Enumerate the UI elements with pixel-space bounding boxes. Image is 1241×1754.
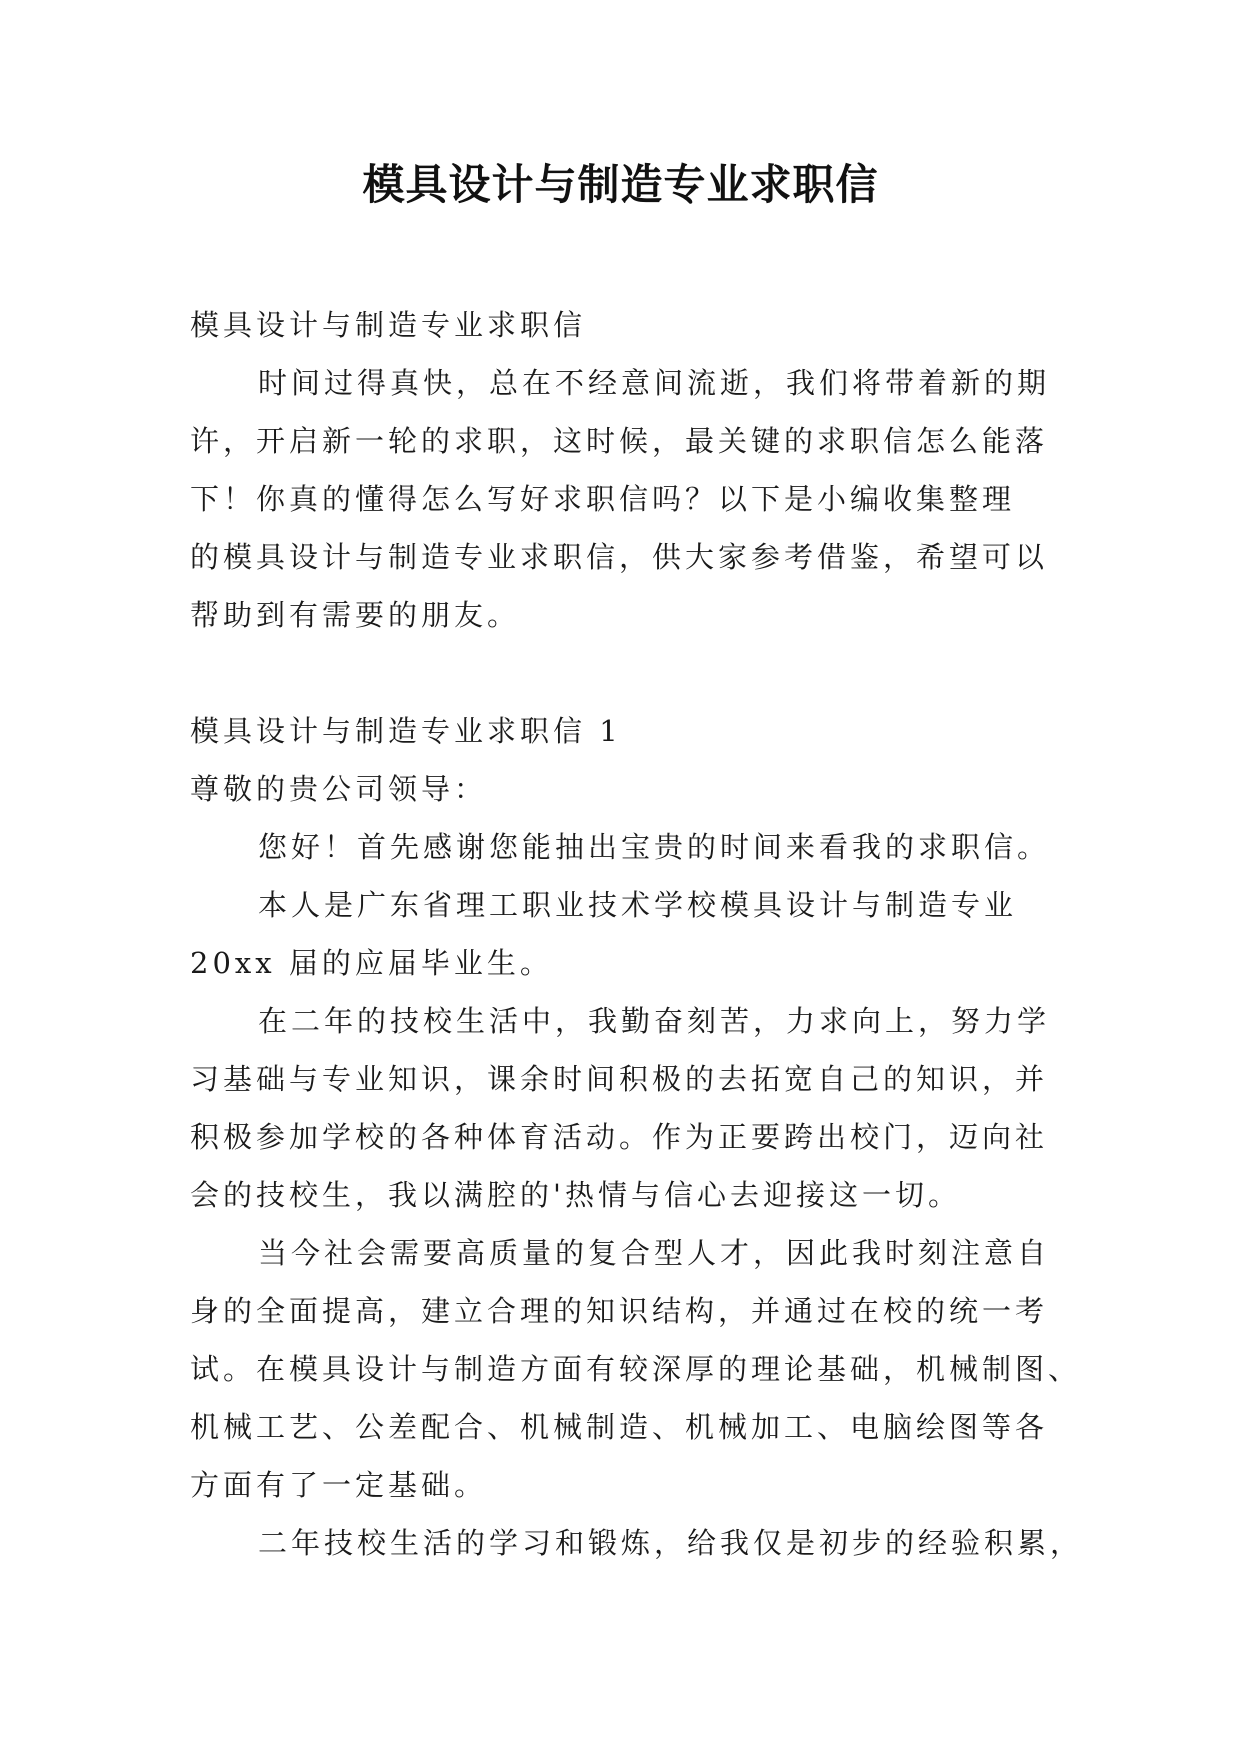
paragraph-line: 下！你真的懂得怎么写好求职信吗？以下是小编收集整理 xyxy=(190,482,1016,516)
paragraph-line: 许，开启新一轮的求职，这时候，最关键的求职信怎么能落 xyxy=(190,424,1049,458)
paragraph-line: 积极参加学校的各种体育活动。作为正要跨出校门，迈向社 xyxy=(190,1120,1049,1154)
paragraph-line: 习基础与专业知识，课余时间积极的去拓宽自己的知识，并 xyxy=(190,1062,1049,1096)
subheading: 模具设计与制造专业求职信 xyxy=(190,308,587,342)
paragraph-line: 在二年的技校生活中，我勤奋刻苦，力求向上，努力学 xyxy=(258,1004,1051,1038)
paragraph-line: 您好！首先感谢您能抽出宝贵的时间来看我的求职信。 xyxy=(258,830,1051,864)
paragraph-gap xyxy=(190,644,1050,702)
paragraph-line: 的模具设计与制造专业求职信，供大家参考借鉴，希望可以 xyxy=(190,540,1049,574)
document-title: 模具设计与制造专业求职信 xyxy=(362,160,879,209)
paragraph-line: 机械工艺、公差配合、机械制造、机械加工、电脑绘图等各 xyxy=(190,1410,1049,1444)
paragraph-line: 当今社会需要高质量的复合型人才，因此我时刻注意自 xyxy=(258,1236,1051,1270)
paragraph-line: 身的全面提高，建立合理的知识结构，并通过在校的统一考 xyxy=(190,1294,1049,1328)
paragraph-line: 试。在模具设计与制造方面有较深厚的理论基础，机械制图、 xyxy=(190,1352,1082,1386)
salutation: 尊敬的贵公司领导： xyxy=(190,772,488,806)
document-body xyxy=(190,296,1084,1572)
paragraph-line: 本人是广东省理工职业技术学校模具设计与制造专业 xyxy=(258,888,1018,922)
paragraph-line: 帮助到有需要的朋友。 xyxy=(190,598,521,632)
paragraph-line: 方面有了一定基础。 xyxy=(190,1468,488,1502)
section-heading: 模具设计与制造专业求职信 1 xyxy=(190,714,622,748)
paragraph-line: 时间过得真快，总在不经意间流逝，我们将带着新的期 xyxy=(258,366,1051,400)
paragraph-line: 20xx 届的应届毕业生。 xyxy=(190,946,553,980)
paragraph-line: 会的技校生，我以满腔的'热情与信心去迎接这一切。 xyxy=(190,1178,961,1212)
paragraph-line: 二年技校生活的学习和锻炼，给我仅是初步的经验积累， xyxy=(258,1526,1084,1560)
